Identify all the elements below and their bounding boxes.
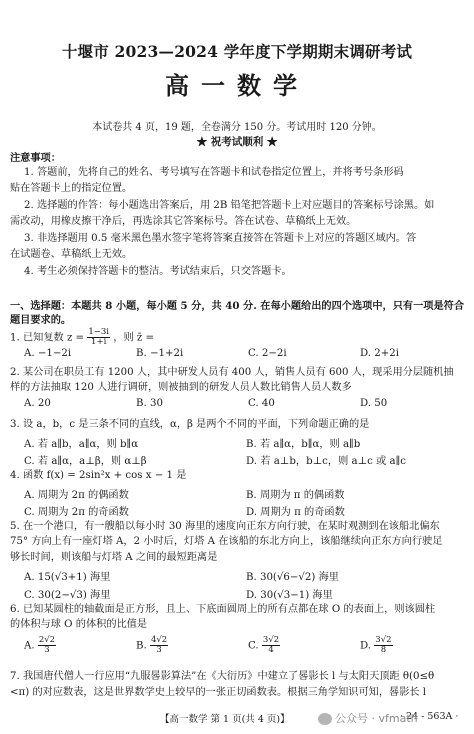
q3-option-d: D. 若 a⊥b，b⊥c，则 a⊥c 或 a∥c xyxy=(246,456,406,467)
q6-d-den: 8 xyxy=(380,645,387,655)
q3-option-c: C. 若 a∥α，a⊥β，则 α⊥β xyxy=(24,456,147,467)
q2-option-b: B. 30 xyxy=(136,398,163,409)
q6-c-den: 4 xyxy=(268,645,274,655)
q6-option-c xyxy=(248,636,280,655)
q3-option-a: A. 若 a∥b，a∥α，则 b∥α xyxy=(24,439,139,450)
q6-option-a-fraction xyxy=(38,636,56,655)
note-line: 1. 答题前，先将自己的姓名、考号填写在答题卡和试卷指定位置上，并将考号条形码 xyxy=(24,167,404,178)
question-5: 5. 在一个港口，有一艘船以每小时 30 海里的速度向正东方向行驶，在某时观测到在该船北偏东 xyxy=(10,521,440,532)
q5-option-a: A. 15(√3+1) 海里 xyxy=(24,572,111,583)
question-7: 7. 我国唐代僧人一行应用“九服晷影算法”在《大衍历》中建立了晷影长 l 与太阳天顶距 θ(0≤θ xyxy=(10,671,435,682)
q2-option-a: A. 20 xyxy=(24,398,51,409)
q1-option-c: C. 2−2i xyxy=(248,348,287,359)
question-6: 6. 已知某圆柱的轴截面是正方形，且上、下底面圆周上的所有点都在球 O 的表面上，则该圆柱 xyxy=(10,604,436,615)
q6-option-d-fraction xyxy=(374,636,392,655)
q1-option-d: D. 2+2i xyxy=(360,348,400,359)
q6-b-den: 3 xyxy=(156,645,162,655)
good-luck-banner: ★ 祝考试顺利 ★ xyxy=(196,136,278,148)
exam-title: 十堰市 2023—2024 学年度下学期期末调研考试 xyxy=(61,42,413,61)
q6-option-a xyxy=(24,636,56,655)
q2-option-c: C. 40 xyxy=(248,398,275,409)
page-footer: 【高一数学 第 1 页(共 4 页)】 xyxy=(160,714,290,725)
section-heading-cont: 题目要求的。 xyxy=(10,314,72,326)
q6-a-den: 3 xyxy=(44,645,50,655)
q5-option-c: C. 30(2−√3) 海里 xyxy=(24,590,111,601)
section-heading: 一、选择题：本题共 8 小题，每小题 5 分，共 40 分. 在每小题给出的四个选项中，只有一项是符合 xyxy=(10,300,465,312)
note-line: 贴在答题卡上的指定位置。 xyxy=(10,183,133,194)
q2-option-d: D. 50 xyxy=(360,398,388,409)
q6-option-b xyxy=(136,636,168,655)
watermark xyxy=(318,710,418,726)
exam-meta: 本试卷共 4 页，19 题，全卷满分 150 分。考试用时 120 分钟。 xyxy=(92,122,382,133)
q6-d-num: 3√2 xyxy=(375,635,392,645)
q6-a-num: 2√2 xyxy=(38,635,56,645)
q1-stem-a: 1. 已知复数 z = xyxy=(10,332,85,344)
question-6-cont: 的体积与球 O 的体积的比值是 xyxy=(10,619,148,630)
note-line: 2. 选择题的作答：每小题选出答案后，用 2B 铅笔把答题卡上对应题目的答案标号涂黑。如 xyxy=(24,200,435,211)
q3-option-b: B. 若 a∥α，b∥α，则 a∥b xyxy=(246,439,361,450)
note-line: 3. 非选择题用 0.5 毫米黑色墨水签字笔将答案直接答在答题卡上对应的答题区域内。答 xyxy=(24,233,417,244)
q4-option-a: A. 周期为 2π 的偶函数 xyxy=(24,490,129,501)
q6-c-num: 3√2 xyxy=(262,635,280,645)
question-2-cont: 样的方法抽取 120 人进行调研，则被抽到的研发人员人数比销售人员人数多 xyxy=(10,382,352,393)
q5-option-b: B. 30(√6−√2) 海里 xyxy=(246,572,339,583)
question-1 xyxy=(10,328,154,347)
note-line: 在试题卷、草稿纸上无效。 xyxy=(10,249,133,260)
q6-option-d xyxy=(360,636,393,655)
note-line: 4. 考生必须保持答题卡的整洁。考试结束后，只交答题卡。 xyxy=(24,266,292,277)
exam-code: · 24 - 563A · xyxy=(400,711,459,722)
question-3: 3. 设 a，b，c 是三条不同的直线，α，β 是两个不同的平面，下列命题正确的是 xyxy=(10,419,370,430)
q1-numerator: 1−3i xyxy=(88,327,110,337)
q1-fraction xyxy=(87,328,110,347)
q1-option-b: B. −1+2i xyxy=(136,348,184,359)
question-5-cont: 75° 方向上有一座灯塔 A，2 小时后，灯塔 A 在该船的东北方向上，该船继续向正东方向行驶足 xyxy=(10,536,443,547)
notes-heading: 注意事项： xyxy=(10,152,61,164)
subject-title: 高一数学 xyxy=(165,71,309,100)
q1-stem-b: ，则 z̄ = xyxy=(113,332,155,344)
q6-option-b-fraction xyxy=(150,636,168,655)
note-line: 需改动，用橡皮擦干净后，再选涂其它答案标号。答在试卷、草稿纸上无效。 xyxy=(10,216,357,227)
question-4: 4. 函数 f(x) = 2sin²x + cos x − 1 是 xyxy=(10,470,187,481)
q6-option-d-label: D. xyxy=(360,640,372,652)
q1-denominator: 1+i xyxy=(91,337,107,347)
q5-option-d: D. 30(√3−1) 海里 xyxy=(246,590,333,601)
q4-option-b: B. 周期为 π 的偶函数 xyxy=(246,490,345,501)
wechat-icon xyxy=(318,713,332,725)
q6-option-c-label: C. xyxy=(248,640,259,652)
q6-b-num: 4√2 xyxy=(150,635,168,645)
q4-option-c: C. 周期为 2π 的奇函数 xyxy=(24,507,129,518)
q6-option-a-label: A. xyxy=(24,640,35,652)
q6-option-c-fraction xyxy=(262,636,280,655)
q6-option-b-label: B. xyxy=(136,640,147,652)
watermark-text: 公众号 · vfmath xyxy=(335,712,418,725)
question-5-cont: 够长时间，则该船与灯塔 A 之间的最短距离是 xyxy=(10,552,218,563)
question-2: 2. 某公司在职员工有 1200 人，其中研发人员有 400 人，销售人员有 600 人，现采用分层随机抽 xyxy=(10,367,454,378)
q1-option-a: A. −1−2i xyxy=(24,348,72,359)
q4-option-d: D. 周期为 π 的奇函数 xyxy=(246,507,345,518)
question-7-cont: <π) 的对应数表，这是世界数学史上较早的一张正切函数表。根据三角学知识可知，晷影长 l xyxy=(10,687,427,698)
